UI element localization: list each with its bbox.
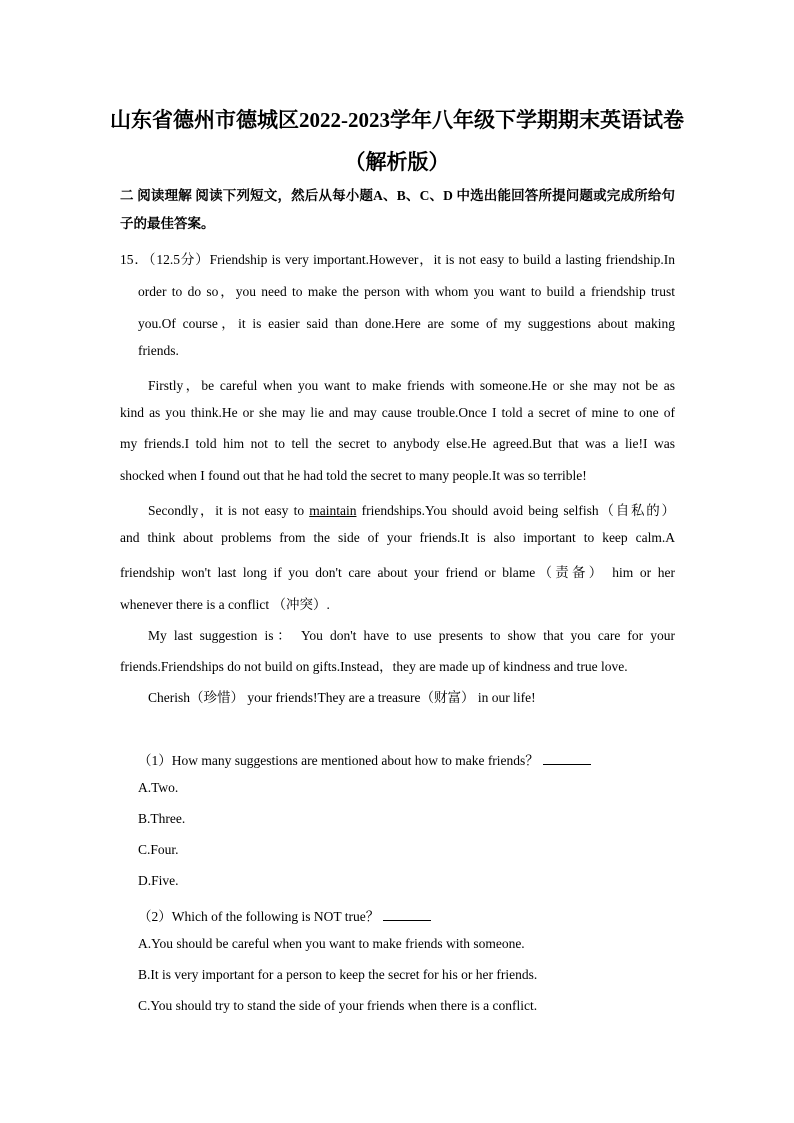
answer-option[interactable]: B.It is very important for a person to keep the secret for his or her friends. (138, 967, 538, 982)
question-stem: （1）How many suggestions are mentioned about how to make friends？ (138, 749, 591, 769)
passage-line: 15．（12.5分）Friendship is very important.However，it is not easy to build a lasting friendship.In (120, 252, 675, 267)
passage-line: and think about problems from the side of your friends.It is also important to keep calm.A (120, 530, 675, 545)
answer-option[interactable]: A.You should be careful when you want to make friends with someone. (138, 936, 525, 951)
passage-line (148, 499, 675, 519)
answer-blank[interactable] (543, 752, 591, 765)
answer-option[interactable]: B.Three. (138, 811, 186, 826)
answer-option[interactable]: D.Five. (138, 873, 179, 888)
section-heading: 二 阅读理解 阅读下列短文，然后从每小题A、B、C、D 中选出能回答所提问题或完成所给句子的最佳答案。 (120, 188, 675, 231)
answer-option[interactable]: A.Two. (138, 780, 179, 795)
underlined-word: maintain (309, 503, 357, 518)
passage-line: friends.Friendships do not build on gifts.Instead，they are made up of kindness and true love. (120, 659, 628, 674)
passage-line: friendship won't last long if you don't care about your friend or blame（责备） him or her (120, 565, 675, 580)
passage-line: order to do so，you need to make the person with whom you want to build a friendship trust (138, 284, 675, 299)
answer-option[interactable]: C.Four. (138, 842, 179, 857)
answer-option[interactable]: C.You should try to stand the side of your friends when there is a conflict. (138, 998, 538, 1013)
passage-text: friendships.You should avoid being selfish（自私的） (356, 503, 675, 518)
passage-line: shocked when I found out that he had told the secret to many people.It was so terrible! (120, 468, 587, 483)
document-title: 山东省德州市德城区2022-2023学年八年级下学期期末英语试卷 (110, 108, 684, 132)
passage-text: Secondly，it is not easy to (148, 503, 310, 518)
question-stem: （2）Which of the following is NOT true？ (138, 905, 431, 925)
passage-line: friends. (138, 343, 179, 358)
passage-line: My last suggestion is： You don't have to use presents to show that you care for your (148, 628, 675, 643)
document-subtitle: （解析版） (344, 150, 450, 174)
passage-line: you.Of course，it is easier said than done.Here are some of my suggestions about making (138, 316, 675, 331)
passage-line: Cherish（珍惜） your friends!They are a treasure（财富） in our life! (148, 690, 536, 705)
answer-blank[interactable] (383, 908, 431, 921)
passage-line: whenever there is a conflict （冲突）. (120, 597, 330, 612)
passage-line: kind as you think.He or she may lie and may cause trouble.Once I told a secret of mine to one of (120, 405, 675, 420)
passage-line: my friends.I told him not to tell the secret to anybody else.He agreed.But that was a lie!I was (120, 436, 675, 451)
passage-line: Firstly，be careful when you want to make friends with someone.He or she may not be as (148, 378, 675, 393)
